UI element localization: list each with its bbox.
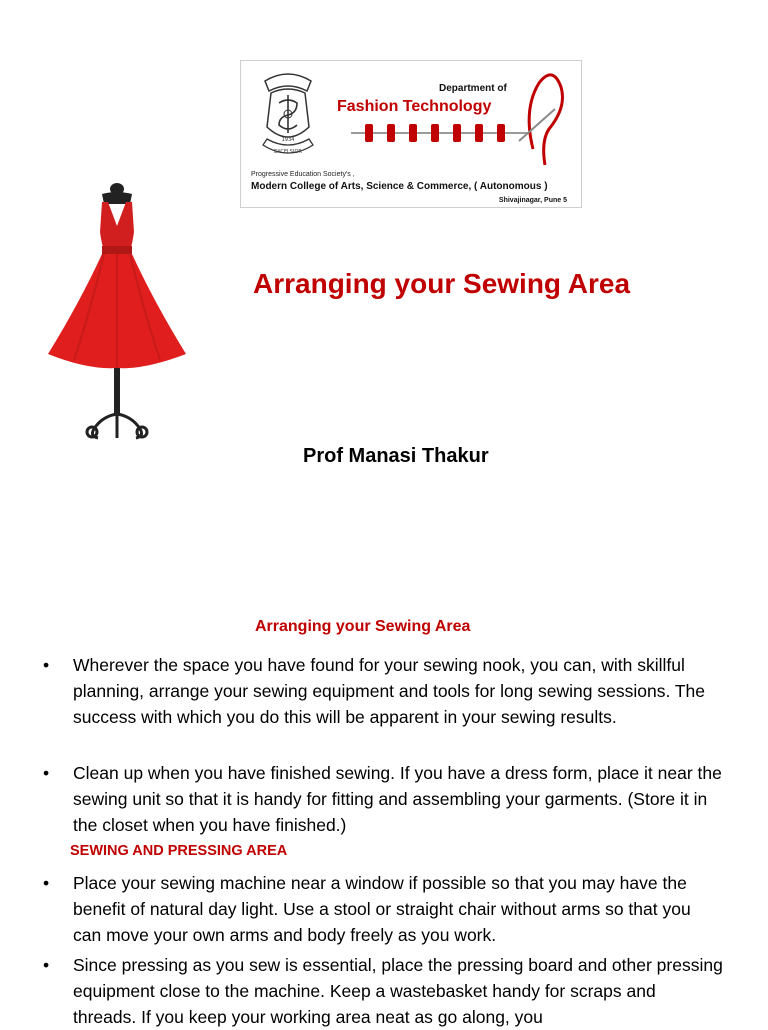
list-item: • Wherever the space you have found for your sewing nook, you can, with skillful planning, arrange your sewing equipment and tools for long sewing sessions. The success with which you do this will be apparent in your sewing results. — [43, 652, 723, 730]
slide-title: Arranging your Sewing Area — [253, 268, 631, 299]
bullet-icon: • — [43, 763, 50, 783]
college-logo-banner — [240, 60, 582, 208]
seal-motto: EXCELSIOR — [274, 149, 302, 155]
dress-mannequin-icon — [44, 182, 194, 446]
seal-year: 1934 — [281, 137, 295, 143]
logo-society: Progressive Education Society's , — [251, 171, 355, 178]
bullet-icon: • — [43, 655, 50, 675]
logo-department-label: Department of — [439, 83, 507, 94]
list-item: • Since pressing as you sew is essential, place the pressing board and other pressing equipment close to the machine. Keep a wastebasket handy for scraps and threads. If you keep your working area neat as go along, you — [43, 952, 723, 1030]
logo-address: Shivajinagar, Pune 5 — [498, 197, 567, 204]
list-item: • Place your sewing machine near a window if possible so that you may have the benefit of natural day light. Use a stool or straight chair without arms so that you can move your own arms and body freely as you work. — [43, 870, 723, 948]
college-seal-icon — [257, 67, 319, 165]
logo-department-name: Fashion Technology — [337, 98, 492, 115]
bullet-icon: • — [43, 955, 50, 975]
subsection-heading: SEWING AND PRESSING AREA — [70, 843, 288, 859]
thread-needle-icon — [513, 69, 573, 179]
list-item: • Clean up when you have finished sewing. If you have a dress form, place it near the sewing unit so that it is handy for fitting and assembling your garments. (Store it in the closet when you have finished.) — [43, 760, 723, 838]
logo-college-name: Modern College of Arts, Science & Commerce, ( Autonomous ) — [251, 181, 548, 192]
bullet-icon: • — [43, 873, 50, 893]
author-name: Prof Manasi Thakur — [303, 445, 489, 467]
section-heading: Arranging your Sewing Area — [255, 618, 471, 635]
spools-icon — [351, 121, 531, 145]
